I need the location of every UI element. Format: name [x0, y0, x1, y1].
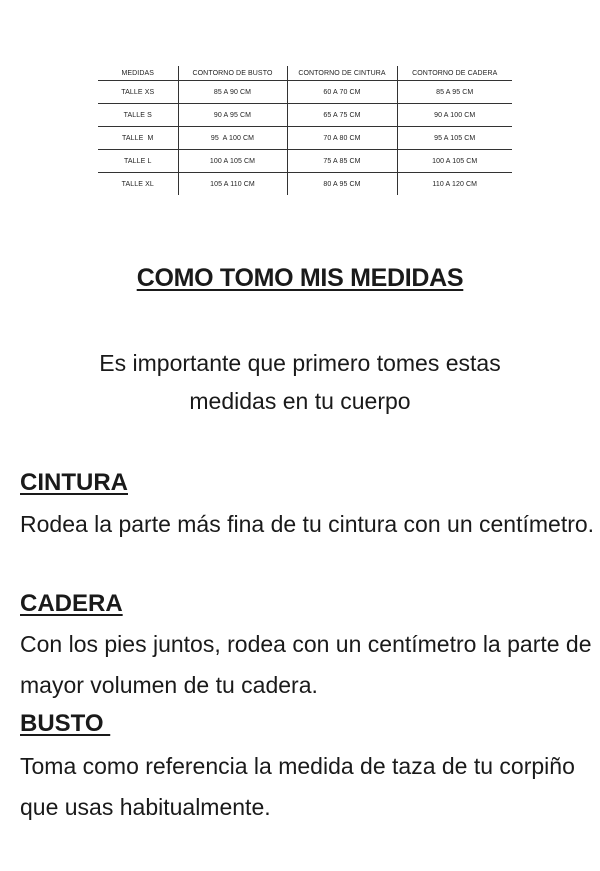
intro-line: medidas en tu cuerpo [189, 388, 411, 414]
bust-cell: 95 A 100 CM [178, 127, 287, 150]
bust-cell: 105 A 110 CM [178, 173, 287, 196]
waist-cell: 75 A 85 CM [287, 150, 397, 173]
waist-heading: CINTURA [20, 469, 128, 496]
size-table-header-cell: CONTORNO DE CINTURA [287, 66, 397, 81]
size-table-header-row [98, 66, 512, 81]
hip-cell: 90 A 100 CM [397, 104, 512, 127]
size-table [98, 66, 512, 195]
bust-cell: 90 A 95 CM [178, 104, 287, 127]
waist-cell: 70 A 80 CM [287, 127, 397, 150]
size-table-header-cell: CONTORNO DE BUSTO [178, 66, 287, 81]
hip-heading: CADERA [20, 590, 123, 617]
size-table-header-cell: CONTORNO DE CADERA [397, 66, 512, 81]
size-table-row [98, 104, 512, 127]
size-label-cell: TALLE L [98, 150, 178, 173]
waist-cell: 60 A 70 CM [287, 81, 397, 104]
hip-instructions: Con los pies juntos, rodea con un centímetro la parte de mayor volumen de tu cadera. [20, 631, 592, 698]
size-label-cell: TALLE XS [98, 81, 178, 104]
waist-cell: 80 A 95 CM [287, 173, 397, 196]
hip-cell: 95 A 105 CM [397, 127, 512, 150]
bust-instructions: Toma como referencia la medida de taza de tu corpiño que usas habitualmente. [20, 753, 575, 820]
size-label-cell: TALLE S [98, 104, 178, 127]
page-title: COMO TOMO MIS MEDIDAS [136, 264, 464, 292]
size-table-row [98, 173, 512, 196]
bust-heading: BUSTO [20, 710, 111, 737]
bust-cell: 85 A 90 CM [178, 81, 287, 104]
bust-cell: 100 A 105 CM [178, 150, 287, 173]
waist-cell: 65 A 75 CM [287, 104, 397, 127]
hip-cell: 100 A 105 CM [397, 150, 512, 173]
hip-cell: 85 A 95 CM [397, 81, 512, 104]
size-label-cell: TALLE M [98, 127, 178, 150]
size-table-row [98, 127, 512, 150]
hip-cell: 110 A 120 CM [397, 173, 512, 196]
waist-instructions: Rodea la parte más fina de tu cintura con un centímetro. [20, 511, 595, 537]
size-label-cell: TALLE XL [121, 180, 154, 188]
size-table-row [98, 81, 512, 104]
size-table-header-cell: MEDIDAS [98, 66, 178, 81]
intro-line: Es importante que primero tomes estas [99, 350, 501, 376]
intro-text [0, 344, 600, 420]
size-table-row [98, 150, 512, 173]
